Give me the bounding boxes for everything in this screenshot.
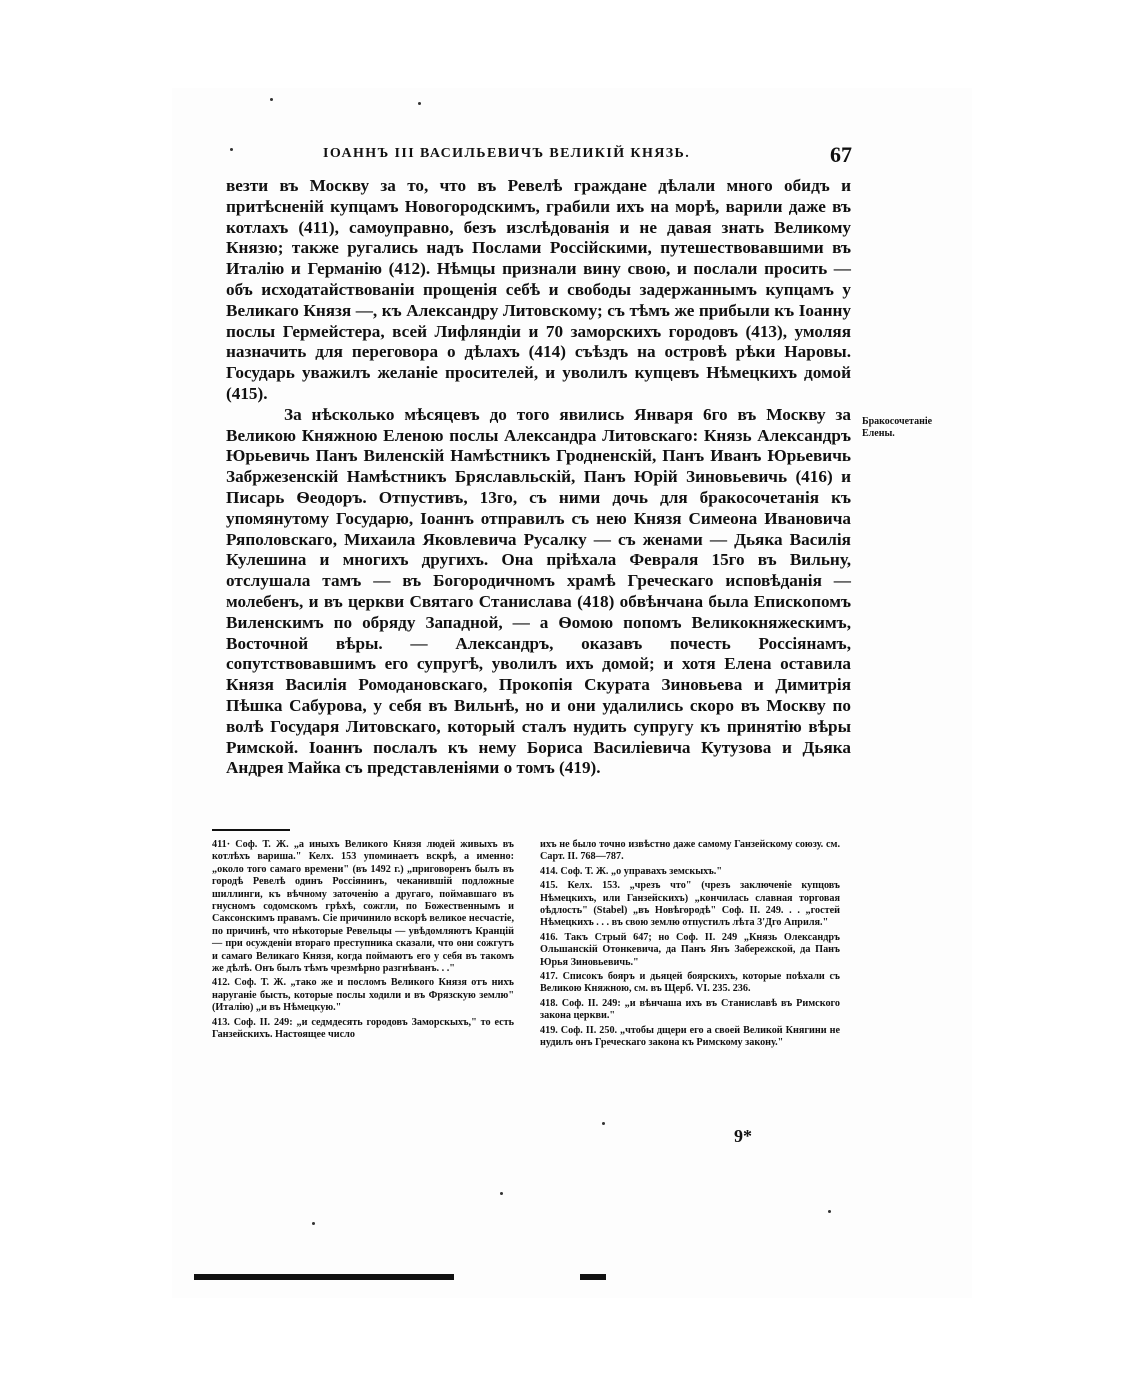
scan-speck	[230, 148, 233, 151]
page-number: 67	[830, 142, 852, 167]
scan-artifact-bar	[194, 1274, 454, 1280]
footnote-413-continued: ихъ не было точно извѣстно даже самому Ганзейскому союзу. см. Сарт. II. 768—787.	[540, 839, 840, 863]
scan-speck	[500, 1192, 503, 1195]
scan-speck	[602, 1122, 605, 1125]
scan-speck	[828, 1210, 831, 1213]
footnote-417: 417. Списокъ бояръ и дьяцей боярскихъ, которые поѣхали съ Великою Княжною, см. въ Щерб. VI. 235. 236.	[540, 971, 840, 995]
footnotes-right-column	[540, 839, 840, 1052]
footnote-411: 411· Соф. Т. Ж. „а иныхъ Великого Князя людей живыхъ въ котлѣхъ варишa." Келх. 153 упоминаетъ вскрѣ, а именно: „около того самаго времени" (въ 1492 г.) „приговоренъ былъ въ городѣ Ревелѣ одинъ Россіянинъ, чеканившій подложные шиллинги, къ вѣчному заточенію а другаго, поймавшаго въ гнусномъ содомскомъ грѣхѣ, сожгли, по Божественнымъ и Саксонскимъ правамъ. Сіе причинило вскорѣ великое несчастіе, по причинѣ, что нѣкоторые Ревельцы — увѣдомляютъ Кранцій — при осужденіи вторaго преступника сказали, что они сожгутъ и самаго Великаго Князя, когда поймаютъ его у себя въ такомъ же дѣлѣ. Онъ былъ тѣмъ чрезмѣрно разгнѣванъ. . ."	[212, 839, 514, 975]
running-title: ІОАННЪ III ВАСИЛЬЕВИЧЪ ВЕЛИКІЙ КНЯЗЬ.	[323, 146, 691, 161]
scan-speck	[418, 102, 421, 105]
running-head	[228, 142, 858, 172]
footnotes-left-column	[212, 839, 514, 1044]
footnote-412: 412. Соф. Т. Ж. „тако же и посломъ Великого Князя отъ нихъ наруганіе бысть, которые послы ходили и въ Фрязскую землю" (Италію) „и въ Нѣмецкую."	[212, 977, 514, 1014]
main-text	[226, 176, 851, 779]
footnote-418: 418. Соф. II. 249: „и вѣнчаша ихъ въ Станиславѣ въ Римского закона церкви."	[540, 997, 840, 1022]
footnote-416: 416. Такъ Стрый 647; но Соф. II. 249 „Князь Олександръ Ольшанскій Отонкевича, да Панъ Янъ Забережской, да Панъ Юрья Зиновьевичь."	[540, 931, 840, 968]
signature-mark: 9*	[734, 1126, 752, 1146]
margin-note: Бракосочетаніе Елены.	[862, 416, 933, 439]
footnote-414: 414. Соф. Т. Ж. „о управахъ земскыхъ."	[540, 865, 722, 877]
footnote-rule	[212, 829, 290, 831]
scan-artifact-bar	[580, 1274, 606, 1280]
footnote-415: 415. Келх. 153. „чрезъ что" (чрезъ заключеніе купцовъ Нѣмецкихъ, или Ганзейскихъ) „кончилась славная торговая оѣдлость" (Stabel) „въ Новѣгородѣ" Соф. II. 249. . . „гостей Нѣмецкихъ . . . въ свою землю отпустилъ лѣта 3'Дго Априля."	[540, 880, 840, 929]
scan-speck	[270, 98, 273, 101]
paragraph-1: везти въ Москву за то, что въ Ревелѣ граждане дѣлали много обидъ и притѣсненій купцамъ Новогородскимъ, грабили ихъ на морѣ, варили даже въ котлахъ (411), самоуправно, безъ изслѣдованія и не давая знать Великому Князю; также ругались надъ Послами Россійскими, путешествовавшими въ Италію и Германію (412). Нѣмцы признали вину свою, и послали просить — объ исходатайствованіи прощенія себѣ и свободы задержаннымъ купцамъ у Великаго Князя —, къ Александру Литовскому; съ тѣмъ же прибыли къ Іоанну послы Гермейстера, всей Лифляндіи и 70 заморскихъ городовъ (413), умоляя назначить для переговора о дѣлахъ (414) съѣздъ на островѣ рѣки Наровы. Государь уважилъ желаніе просителей, и уволилъ купцевъ Нѣмецкихъ домой (415).	[226, 176, 851, 403]
paragraph-2: За нѣсколько мѣсяцевъ до того явились Января 6го въ Москву за Великою Княжною Еленою послы Александра Литовскаго: Князь Александръ Юрьевичь Панъ Виленскій Намѣстникъ Гродненскій, Панъ Иванъ Юрьевичь Забржезенскій Намѣстникъ Бряславльскій, Панъ Юрій Зиновьевичь (416) и Писарь Ѳеодоръ. Отпустивъ, 13го, съ ними дочь для бракосочетанія къ упомянутому Государю, Іоаннъ отправилъ съ нею Князя Симеона Ивановича Ряполовскаго, Михаила Яковлевича Русалку — съ женами — Дьяка Василія Кулешина и многихъ другихъ. Она пріѣхала Февраля 15го въ Вильну, отслушала тамъ — въ Богородичномъ храмѣ Греческаго исповѣданія — молебенъ, и въ церкви Святаго Станислава (418) обвѣнчана была Епископомъ Виленскимъ по обряду Западной, — а Ѳомою попомъ Великокняжескимъ, Восточной вѣры. — Александръ, оказавъ почесть Россіянамъ, сопутствовавшимъ его супругѣ, уволилъ ихъ домой; и хотя Елена оставила Князя Василія Ромодановскаго, Прокопія Скурата Зиновьева и Димитрія Пѣшка Сабурова, у себя въ Вильнѣ, но и они удалились скоро въ Москву по волѣ Государя Литовскаго, который сталъ нудить супругу къ принятію вѣры Римской. Іоаннъ послалъ къ нему Бориса Василіевича Кутузова и Дьяка Андрея Майка съ представленіями о томъ (419).	[226, 404, 851, 778]
footnote-419: 419. Соф. II. 250. „чтобы дщери его а своей Великой Княгини не нудилъ онъ Греческаго закона къ Римскому закону."	[540, 1024, 840, 1049]
scan-speck	[312, 1222, 315, 1225]
footnote-413: 413. Соф. II. 249: „и седмдесять городовъ Заморскыхъ," то есть Ганзейскихъ. Настоящее число	[212, 1016, 514, 1041]
